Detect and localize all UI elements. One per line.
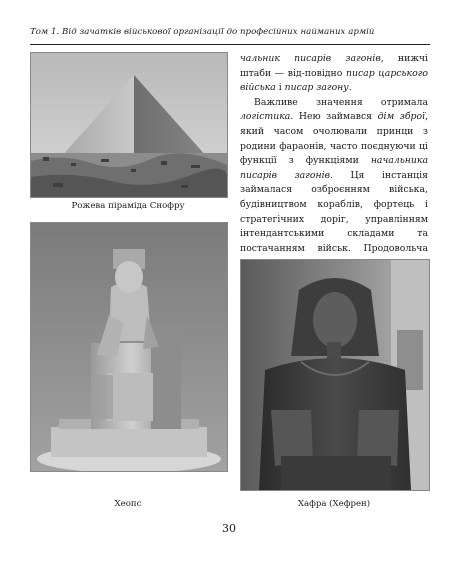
text-run: , нижчі штаби — від-повідно bbox=[240, 53, 428, 79]
text-run: і bbox=[275, 82, 285, 94]
figure-caption: Хафра (Хефрен) bbox=[297, 499, 371, 509]
page-number: 30 bbox=[222, 522, 236, 535]
italic-term: чальник писарів загонів bbox=[240, 53, 381, 64]
italic-term: писар загону bbox=[284, 82, 349, 94]
italic-term: писар царського війська bbox=[240, 67, 428, 94]
header-rule bbox=[30, 44, 430, 45]
text-run: . Нею займався bbox=[290, 111, 378, 123]
text-run: . bbox=[348, 82, 352, 94]
figure-caption: Рожева піраміда Снофру bbox=[71, 201, 185, 211]
running-header: Том 1. Від зачатків військової організації до професійних найманих армій bbox=[30, 27, 375, 37]
text-run: . Ця інстанція займалася озброєнням війська, будівництвом кораблів, фортець і стратегічних доріг, управлінням інтендантськими складами та постачанням військ. Продовольча bbox=[240, 169, 428, 254]
italic-term: начальника писарів загонів bbox=[240, 155, 428, 181]
italic-term: логістика bbox=[240, 111, 291, 123]
khufu-statue-photo bbox=[30, 222, 228, 472]
figure-caption: Хеопс bbox=[114, 499, 142, 509]
paragraph bbox=[240, 52, 428, 96]
italic-term: дім зброї bbox=[377, 111, 426, 123]
khafre-statue-photo bbox=[240, 259, 430, 491]
pyramid-photo bbox=[30, 52, 228, 198]
text-run: Важливе значення отримала bbox=[254, 96, 428, 108]
text-run: , який часом очолювали принци з родини фараонів, часто поєднуючи ці функції з функціями bbox=[240, 111, 429, 167]
